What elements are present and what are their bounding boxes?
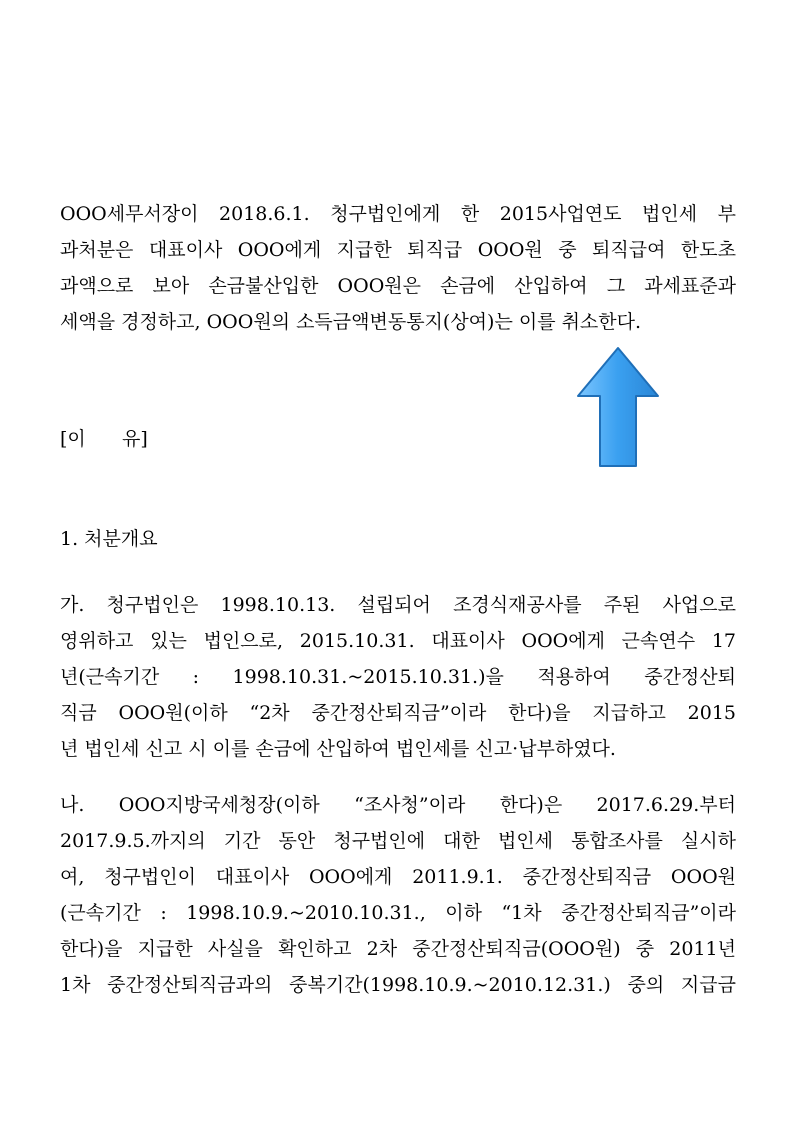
decision-line: 과액으로 보아 손금불산입한 OOO원은 손금에 산입하여 그 과세표준과 bbox=[60, 275, 736, 297]
paragraph-ga-line: 가. 청구법인은 1998.10.13. 설립되어 조경식재공사를 주된 사업으로 bbox=[60, 594, 736, 616]
paragraph-na-line: (근속기간 : 1998.10.9.~2010.10.31., 이하 “1차 중간정산퇴직금”이라 bbox=[60, 902, 736, 924]
paragraph-ga-line: 년 법인세 신고 시 이를 손금에 산입하여 법인세를 신고·납부하였다. bbox=[60, 738, 616, 760]
paragraph-na-line: 한다)을 지급한 사실을 확인하고 2차 중간정산퇴직금(OOO원) 중 2011년 bbox=[60, 938, 736, 960]
decision-line: 과처분은 대표이사 OOO에게 지급한 퇴직급 OOO원 중 퇴직급여 한도초 bbox=[60, 239, 736, 261]
paragraph-na-line: 나. OOO지방국세청장(이하 “조사청”이라 한다)은 2017.6.29.부터 bbox=[60, 794, 736, 816]
paragraph-ga-line: 년(근속기간 : 1998.10.31.~2015.10.31.)을 적용하여 중간정산퇴 bbox=[60, 666, 736, 688]
paragraph-na bbox=[60, 787, 736, 1003]
paragraph-ga-line: 직금 OOO원(이하 “2차 중간정산퇴직금”이라 한다)을 지급하고 2015 bbox=[60, 702, 736, 724]
up-arrow-icon bbox=[576, 346, 660, 468]
decision-line: OOO세무서장이 2018.6.1. 청구법인에게 한 2015사업연도 법인세 부 bbox=[60, 203, 736, 225]
paragraph-ga bbox=[60, 587, 736, 767]
section1-title bbox=[60, 521, 158, 557]
decision-paragraph bbox=[60, 196, 736, 340]
reason-heading-text: [이 유] bbox=[60, 428, 148, 450]
decision-line: 세액을 경정하고, OOO원의 소득금액변동통지(상여)는 이를 취소한다. bbox=[60, 311, 642, 333]
paragraph-ga-line: 영위하고 있는 법인으로, 2015.10.31. 대표이사 OOO에게 근속연수 17 bbox=[60, 630, 736, 652]
reason-heading bbox=[60, 421, 148, 457]
paragraph-na-line: 2017.9.5.까지의 기간 동안 청구법인에 대한 법인세 통합조사를 실시하 bbox=[60, 830, 736, 852]
section1-title-text: 1. 처분개요 bbox=[60, 528, 158, 550]
paragraph-na-line: 1차 중간정산퇴직금과의 중복기간(1998.10.9.~2010.12.31.) 중의 지급금 bbox=[60, 974, 736, 996]
paragraph-na-line: 여, 청구법인이 대표이사 OOO에게 2011.9.1. 중간정산퇴직금 OOO원 bbox=[60, 866, 736, 888]
